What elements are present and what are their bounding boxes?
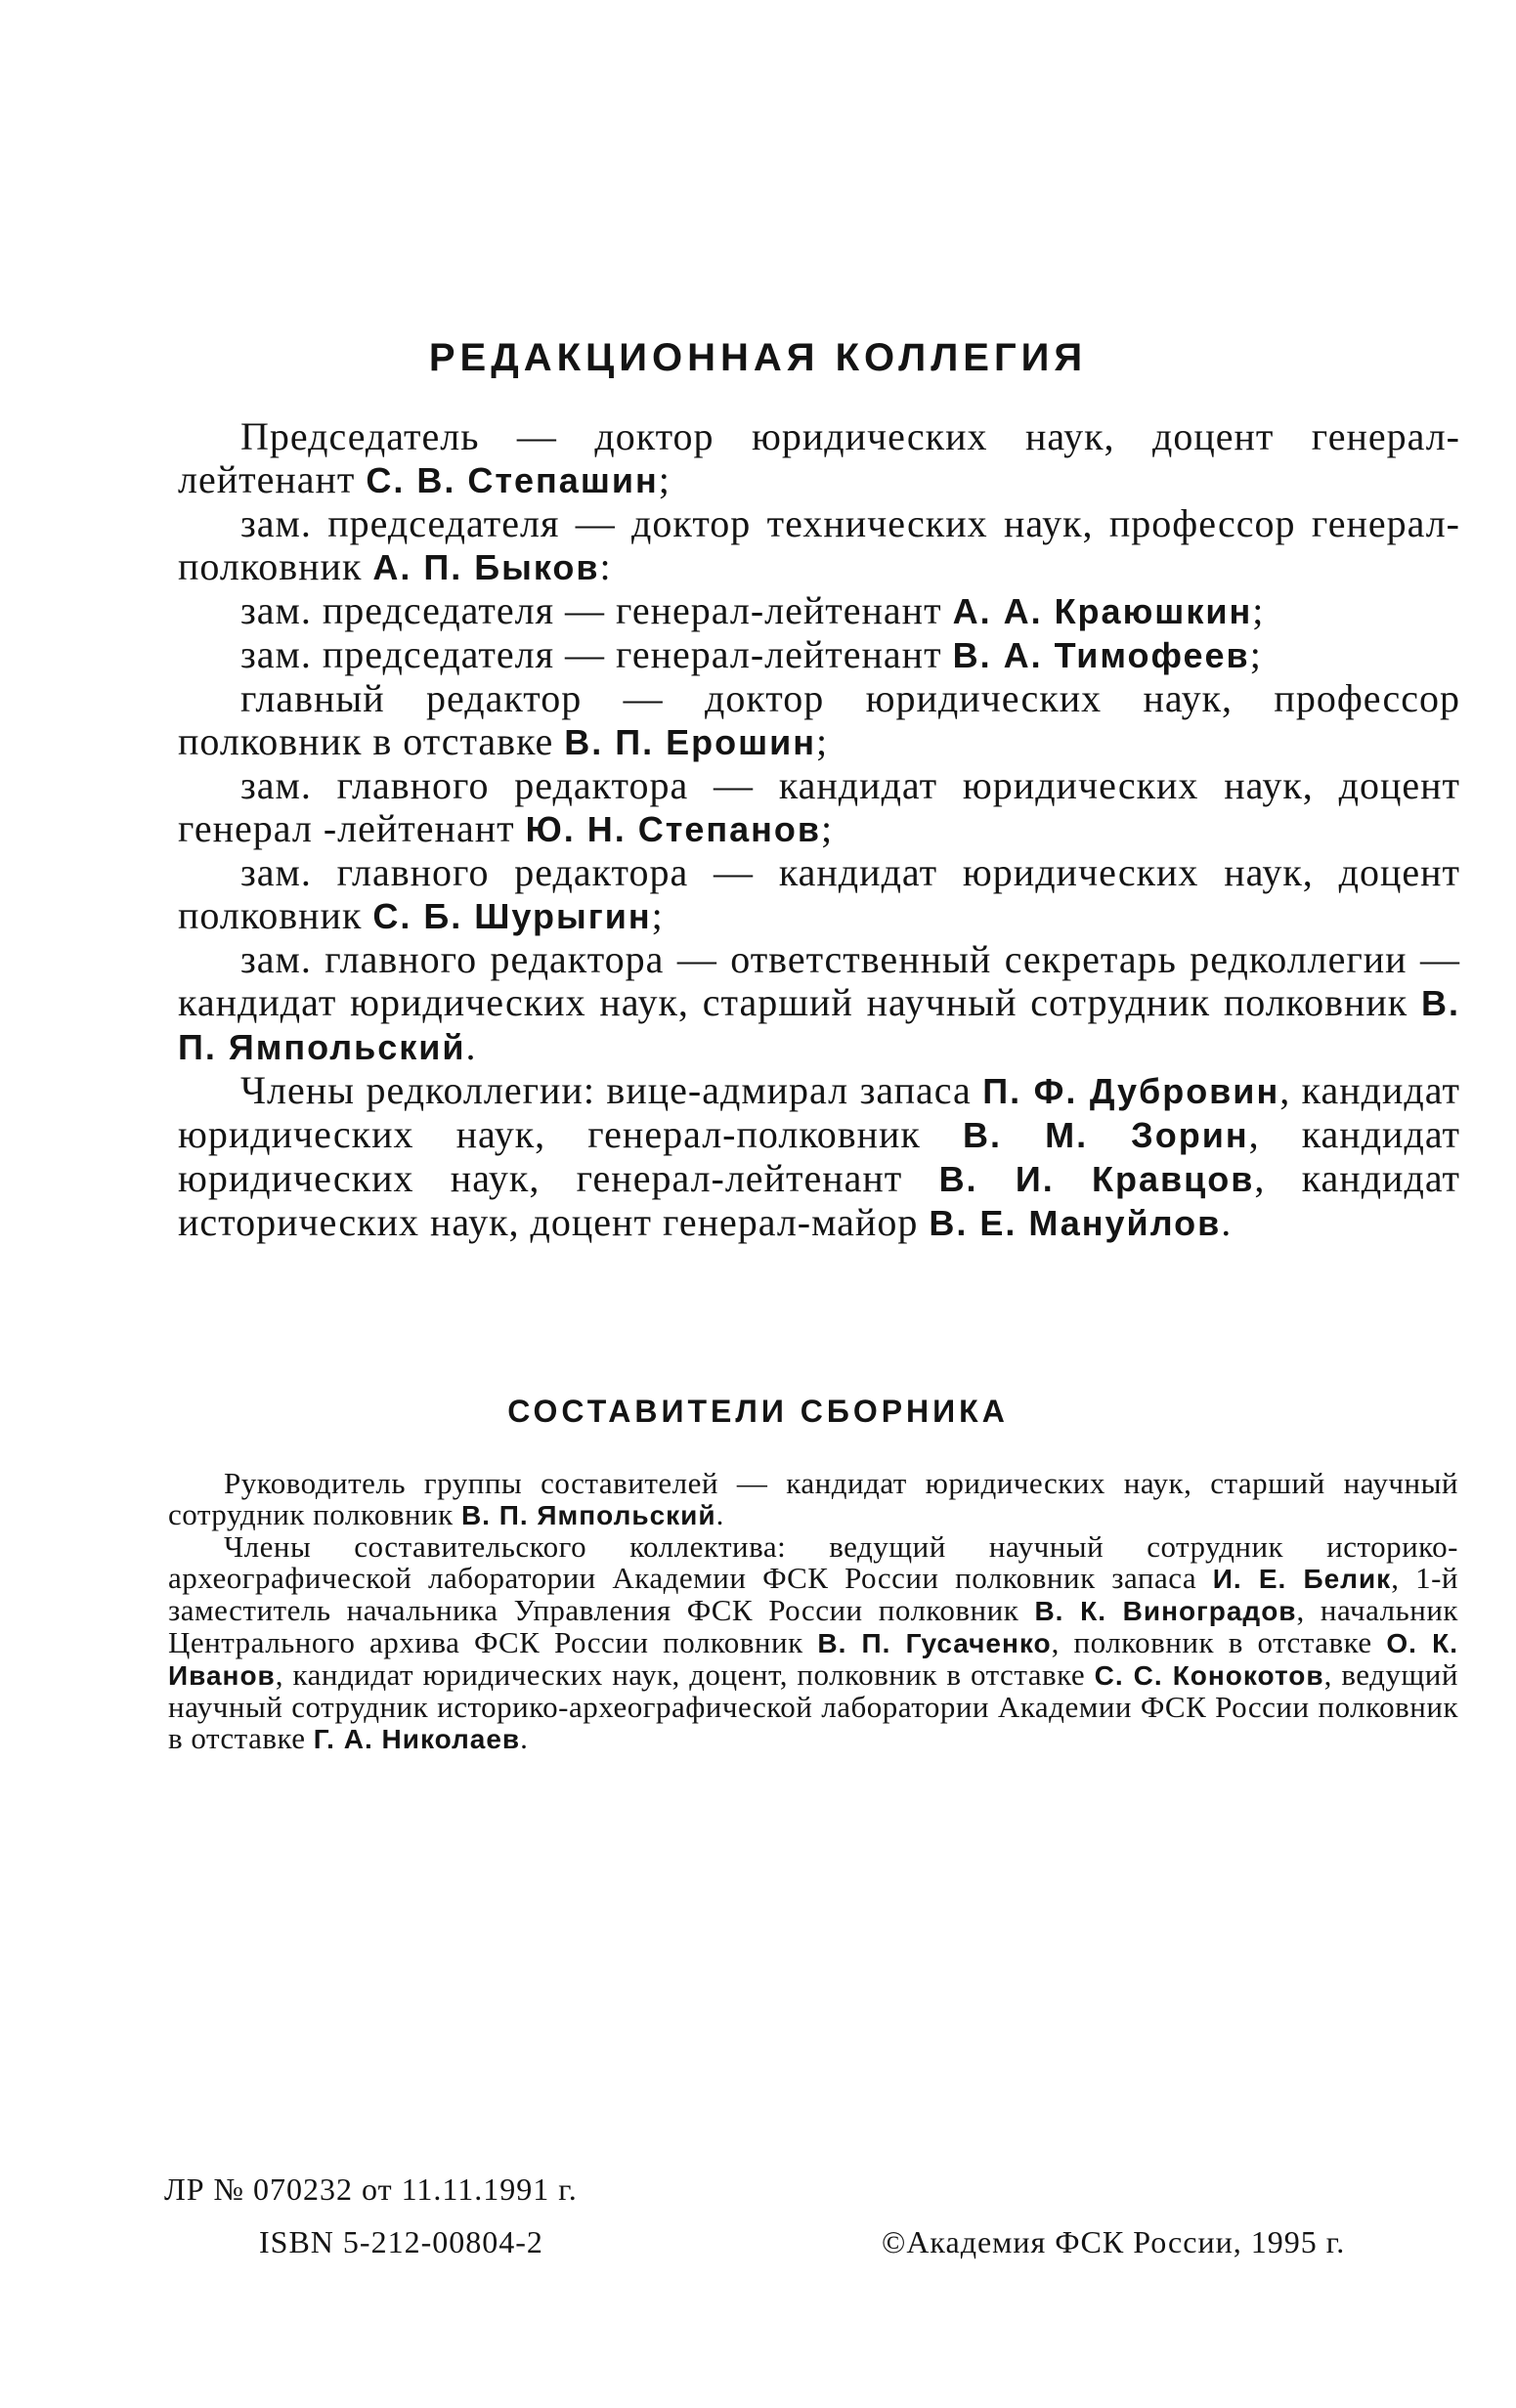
entry-punct: ; (1252, 588, 1265, 632)
entry-punct: ; (1249, 632, 1262, 676)
license-number: ЛР № 070232 от 11.11.1991 г. (164, 2172, 578, 2207)
entry-text: зам. председателя — доктор технических наук, профессор генерал-полковник (178, 501, 1460, 588)
board-members (178, 1069, 1460, 1245)
members-text: , кандидат юридических наук, доцент, полковник в отставке (275, 1657, 1095, 1692)
board-entry (178, 938, 1460, 1069)
members-punct: . (1221, 1200, 1233, 1244)
members-punct: . (520, 1721, 529, 1755)
compilers-leader (168, 1468, 1458, 1531)
person-name: В. П. Гусаченко (817, 1628, 1052, 1658)
person-name: А. А. Краюшкин (952, 591, 1253, 631)
person-name: А. П. Быков (372, 547, 600, 587)
entry-punct: ; (651, 893, 664, 937)
members-text: , 1-й заместитель начальника Управления ФСК России полковник (168, 1561, 1458, 1627)
entry-punct: ; (816, 719, 829, 763)
compilers-members (168, 1531, 1458, 1755)
isbn: ISBN 5-212-00804-2 (259, 2224, 543, 2259)
person-name: О. К. Иванов (168, 1628, 1458, 1691)
compilers-heading: СОСТАВИТЕЛИ СБОРНИКА (507, 1394, 1009, 1429)
members-text: , ведущий научный сотрудник историко-археографической лаборатории Академии ФСК России полковник в отставке (168, 1657, 1458, 1755)
person-name: В. П. Ямпольский (460, 1500, 716, 1530)
person-name: В. К. Виноградов (1034, 1596, 1297, 1626)
person-name: В. Е. Мануйлов (929, 1203, 1222, 1243)
editorial-board-heading: РЕДАКЦИОННАЯ КОЛЛЕГИЯ (428, 336, 1088, 379)
entry-text: главный редактор — доктор юридических наук, профессор полковник в отставке (178, 676, 1460, 763)
board-entry (178, 851, 1460, 938)
person-name: В. П. Ерошин (564, 722, 817, 762)
entry-text: зам. главного редактора — кандидат юридических наук, доцент генерал -лейтенант (178, 763, 1460, 850)
entry-text: зам. председателя — генерал-лейтенант (240, 588, 953, 632)
board-entry (178, 502, 1460, 589)
person-name: В. П. Ямпольский (178, 983, 1460, 1067)
copyright: ©Академия ФСК России, 1995 г. (882, 2224, 1346, 2259)
board-entry (178, 589, 1460, 633)
person-name: В. И. Кравцов (938, 1159, 1255, 1199)
editorial-board-list (178, 415, 1460, 1245)
person-name: С. В. Степашин (366, 460, 659, 500)
board-entry (178, 415, 1460, 502)
person-name: Ю. Н. Степанов (525, 809, 822, 849)
members-text: , кандидат исторических наук, доцент генерал-майор (178, 1156, 1461, 1244)
entry-punct: ; (658, 457, 671, 501)
entry-text: зам. председателя — генерал-лейтенант (240, 632, 953, 676)
leader-text: Руководитель группы составителей — кандидат юридических наук, старший научный сотрудник полковник (168, 1466, 1458, 1531)
person-name: Г. А. Николаев (313, 1724, 521, 1754)
person-name: В. А. Тимофеев (952, 635, 1250, 675)
person-name: С. Б. Шурыгин (372, 896, 652, 936)
person-name: И. Е. Белик (1212, 1564, 1392, 1594)
members-text: Члены редколлегии: вице-адмирал запаса (240, 1068, 983, 1112)
person-name: В. М. Зорин (962, 1115, 1249, 1155)
members-text: Члены составительского коллектива: ведущий научный сотрудник историко-археографической лаборатории Академии ФСК России полковник запаса (168, 1529, 1458, 1595)
entry-text: зам. главного редактора — кандидат юридических наук, доцент полковник (178, 850, 1460, 937)
entry-text: Председатель — доктор юридических наук, доцент генерал-лейтенант (178, 414, 1460, 501)
members-text: , начальник Центрального архива ФСК России полковник (168, 1593, 1458, 1659)
members-text: , полковник в отставке (1051, 1625, 1387, 1659)
entry-punct: . (465, 1024, 477, 1068)
compilers-list (168, 1468, 1458, 1755)
entry-punct: : (599, 544, 612, 588)
board-entry (178, 633, 1460, 677)
board-entry (178, 764, 1460, 851)
board-entry (178, 677, 1460, 764)
members-text: , кандидат юридических наук, генерал-полковник (178, 1068, 1460, 1156)
person-name: П. Ф. Дубровин (982, 1071, 1280, 1111)
members-text: , кандидат юридических наук, генерал-лейтенант (178, 1112, 1461, 1200)
leader-punct: . (715, 1497, 724, 1531)
entry-text: зам. главного редактора — ответственный секретарь редколлегии — кандидат юридических наук, старший научный сотрудник полковник (178, 937, 1460, 1024)
person-name: С. С. Конокотов (1094, 1660, 1324, 1691)
entry-punct: ; (821, 806, 834, 850)
